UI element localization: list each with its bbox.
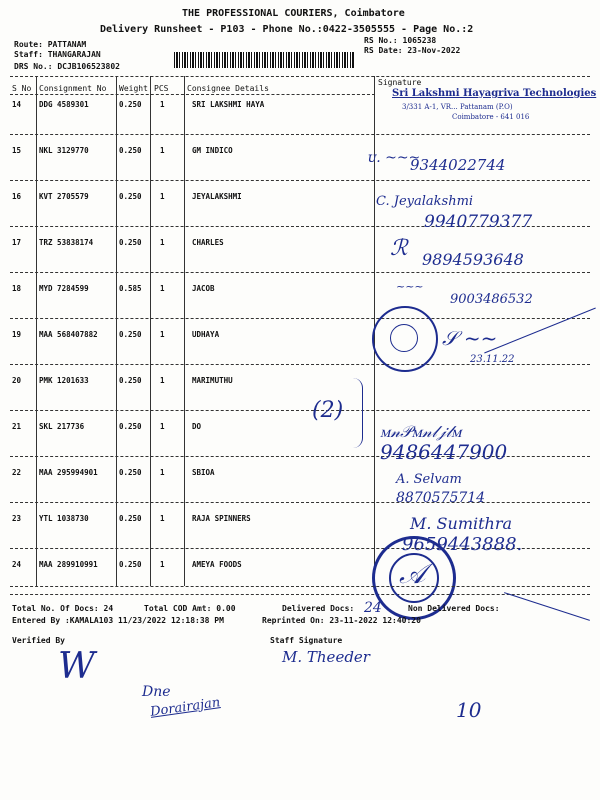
signature-scribble: ᴜ. ~~~ (368, 150, 421, 166)
row-consignee: GM INDICO (192, 146, 233, 155)
row-cno: KVT 2705579 (39, 192, 89, 201)
rs-number: RS No.: 1065238 (364, 36, 437, 45)
signature-scribble: 𝒜 (399, 557, 426, 590)
handwritten-mark-20: (2) (312, 398, 344, 423)
verified-by-label: Verified By (12, 636, 65, 645)
entered-by: Entered By :KAMALA103 11/23/2022 12:18:38 PM (12, 616, 224, 625)
handwritten-phone-17: 9894593648 (422, 250, 524, 269)
row-cno: TRZ 53838174 (39, 238, 94, 247)
row-divider (10, 502, 590, 503)
handwritten-date-19: 23.11.22 (470, 354, 515, 365)
signature-scribble: Dne (142, 684, 171, 700)
row-sno: 19 (12, 330, 22, 339)
row-consignee: SBIOA (192, 468, 215, 477)
row-sno: 22 (12, 468, 22, 477)
stamp-inner-ring (390, 324, 418, 352)
col-divider (36, 76, 37, 586)
company-title: THE PROFESSIONAL COURIERS, Coimbatore (182, 8, 405, 19)
row-cno: DDG 4589301 (39, 100, 89, 109)
row-consignee: RAJA SPINNERS (192, 514, 251, 523)
delivered-docs-label: Delivered Docs: (282, 604, 355, 613)
company-stamp (392, 88, 597, 132)
row-pcs: 1 (160, 284, 165, 293)
row-pcs: 1 (160, 468, 165, 477)
row-consignee: DO (192, 422, 202, 431)
header-consignee: Consignee Details (187, 84, 269, 93)
signature-scribble: ~~~ (396, 280, 424, 293)
row-pcs: 1 (160, 100, 165, 109)
signature-scribble: 𝒮 ~~ (442, 326, 498, 350)
verified-signature: W (58, 646, 96, 687)
header-weight: Weight (119, 84, 148, 93)
delivered-docs-value: 24 (364, 600, 382, 616)
handwritten-phone-22: 8870575714 (396, 490, 486, 506)
row-sno: 16 (12, 192, 22, 201)
row-weight: 0.250 (119, 422, 142, 431)
row-sno: 17 (12, 238, 22, 247)
row-divider (10, 410, 590, 411)
row-cno: NKL 3129770 (39, 146, 89, 155)
drs-number: DRS No.: DCJB106523802 (14, 62, 120, 71)
header-pcs: PCS (154, 84, 169, 93)
row-cno: YTL 1038730 (39, 514, 89, 523)
row-weight: 0.250 (119, 560, 142, 569)
row-weight: 0.250 (119, 514, 142, 523)
runsheet-title: Delivery Runsheet - P103 - Phone No.:0422-3505555 - Page No.:2 (100, 24, 474, 35)
handwritten-phone-16: 9940779377 (424, 212, 533, 232)
row-consignee: UDHAYA (192, 330, 220, 339)
handwritten-phone-23: 9659443888. (402, 534, 523, 555)
non-delivered-docs-label: Non Delivered Docs: (408, 604, 500, 613)
row-divider (10, 594, 590, 595)
row-weight: 0.250 (119, 468, 142, 477)
row-cno: MAA 295994901 (39, 468, 98, 477)
row-pcs: 1 (160, 330, 165, 339)
col-divider (150, 76, 151, 586)
row-sno: 21 (12, 422, 22, 431)
cod-amount: Total COD Amt: 0.00 (144, 604, 236, 613)
row-consignee: MARIMUTHU (192, 376, 233, 385)
row-sno: 18 (12, 284, 22, 293)
row-weight: 0.250 (119, 376, 142, 385)
header-signature: Signature (378, 78, 422, 87)
row-sno: 15 (12, 146, 22, 155)
signature-stroke (504, 592, 590, 621)
handwritten-phone-18: 9003486532 (450, 292, 533, 307)
row-consignee: SRI LAKSHMI HAYA (192, 100, 265, 109)
staff-label: Staff: THANGARAJAN (14, 50, 101, 59)
row-pcs: 1 (160, 376, 165, 385)
stamp-line2: Coimbatore - 641 016 (452, 113, 530, 121)
row-consignee: CHARLES (192, 238, 224, 247)
round-stamp (372, 306, 438, 372)
row-divider (10, 272, 590, 273)
handwritten-name-16: C. Jeyalakshmi (376, 194, 474, 209)
row-divider (10, 318, 590, 319)
row-consignee: AMEYA FOODS (192, 560, 242, 569)
row-weight: 0.250 (119, 238, 142, 247)
divider (10, 94, 375, 95)
row-sno: 24 (12, 560, 22, 569)
signature-scribble: ꮇ𝓃𝒫ꮇ𝓃𝓁𝒿𝓁ꮇ (380, 422, 462, 441)
handwritten-page-mark: 10 (456, 698, 482, 722)
signature-scribble: ℛ (390, 236, 408, 261)
stamp-line1: 3/331 A-1, VR... Pattanam (P.O) (402, 103, 513, 111)
bracket-mark (352, 378, 363, 448)
row-pcs: 1 (160, 560, 165, 569)
row-pcs: 1 (160, 146, 165, 155)
row-cno: SKL 217736 (39, 422, 85, 431)
row-pcs: 1 (160, 514, 165, 523)
row-cno: MYD 7284599 (39, 284, 89, 293)
header-consignment: Consignment No (39, 84, 107, 93)
row-weight: 0.250 (119, 192, 142, 201)
row-weight: 0.250 (119, 330, 142, 339)
row-consignee: JACOB (192, 284, 215, 293)
row-weight: 0.250 (119, 100, 142, 109)
row-pcs: 1 (160, 422, 165, 431)
route-label: Route: PATTANAM (14, 40, 87, 49)
row-sno: 23 (12, 514, 22, 523)
handwritten-phone-21: 9486447900 (380, 440, 508, 464)
row-cno: MAA 568407882 (39, 330, 98, 339)
row-cno: MAA 289910991 (39, 560, 98, 569)
stamp-company-name: Sri Lakshmi Hayagriva Technologies (392, 88, 597, 99)
col-divider (116, 76, 117, 586)
row-weight: 0.585 (119, 284, 142, 293)
col-divider (184, 76, 185, 586)
handwritten-bottom-name: Dorairajan (149, 695, 222, 720)
signature-stroke (484, 308, 596, 354)
total-docs: Total No. Of Docs: 24 (12, 604, 114, 613)
row-cno: PMK 1201633 (39, 376, 89, 385)
row-pcs: 1 (160, 238, 165, 247)
handwritten-phone-15: 9344022744 (410, 156, 506, 174)
row-consignee: JEYALAKSHMI (192, 192, 242, 201)
reprinted-on: Reprinted On: 23-11-2022 12:40:20 (262, 616, 421, 625)
row-divider (10, 180, 590, 181)
row-sno: 20 (12, 376, 22, 385)
row-divider (10, 134, 590, 135)
handwritten-name-23: M. Sumithra (410, 514, 513, 533)
rs-date: RS Date: 23-Nov-2022 (364, 46, 461, 55)
row-sno: 14 (12, 100, 22, 109)
divider (10, 76, 590, 77)
staff-signature: M. Theeder (282, 648, 370, 666)
header-sno: S No (12, 84, 32, 93)
row-weight: 0.250 (119, 146, 142, 155)
staff-signature-label: Staff Signature (270, 636, 343, 645)
row-pcs: 1 (160, 192, 165, 201)
barcode (174, 52, 354, 68)
divider (10, 586, 590, 587)
handwritten-name-22: A. Selvam (396, 472, 462, 487)
